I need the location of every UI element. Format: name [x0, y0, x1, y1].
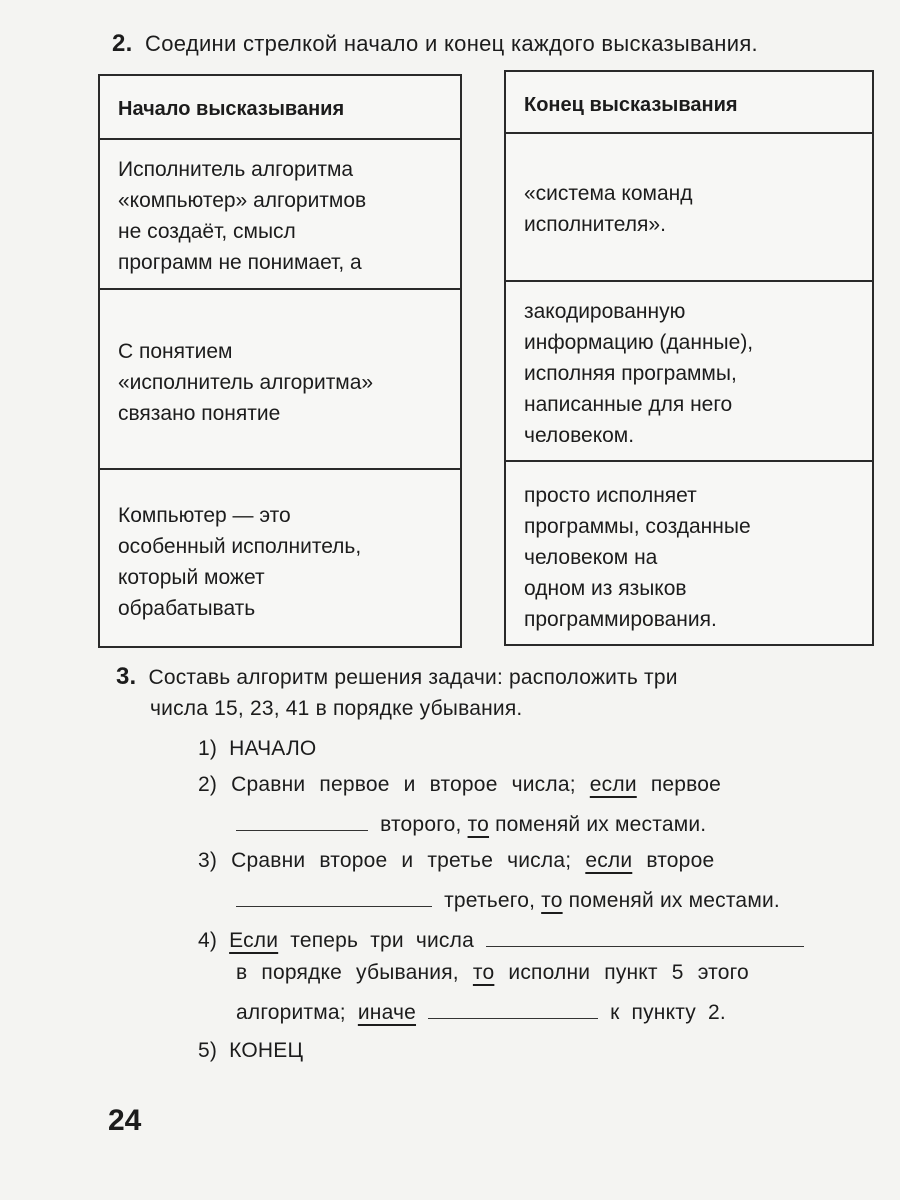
step-text: второго,	[380, 813, 462, 836]
text-line: Компьютер — это	[118, 504, 291, 527]
answer-blank-2[interactable]	[236, 808, 368, 831]
text-line: не создаёт, смысл	[118, 220, 296, 243]
text-line: человеком на	[524, 546, 658, 569]
step-text: поменяй их местами.	[495, 813, 707, 836]
step-3-line-2	[236, 884, 780, 916]
text-line: «система команд	[524, 182, 693, 205]
step-text: НАЧАЛО	[229, 737, 317, 760]
step-text: в порядке убывания,	[236, 961, 459, 984]
right-cell-3[interactable]	[506, 460, 872, 640]
step-3-line-1	[198, 846, 714, 876]
step-text: второе	[646, 849, 715, 872]
step-text: теперь три числа	[290, 929, 474, 952]
text-line: который может	[118, 566, 265, 589]
keyword-if: если	[589, 773, 637, 796]
text-line: информацию (данные),	[524, 331, 754, 354]
text-line: программ не понимает, а	[118, 251, 362, 274]
keyword-if: если	[585, 849, 633, 872]
text-line: «исполнитель алгоритма»	[118, 371, 374, 394]
step-number: 3)	[198, 849, 218, 872]
answer-blank-3[interactable]	[236, 884, 432, 907]
right-table	[504, 70, 874, 646]
step-text: КОНЕЦ	[229, 1039, 304, 1062]
step-2-line-1	[198, 770, 721, 800]
keyword-then: то	[467, 813, 490, 836]
step-number: 4)	[198, 929, 218, 952]
text-line: исполнителя».	[524, 213, 666, 236]
step-number: 5)	[198, 1039, 218, 1062]
keyword-then: то	[541, 889, 563, 912]
step-text: Сравни второе и третье числа;	[231, 849, 572, 872]
text-line: программы, созданные	[524, 515, 751, 538]
task-3-line-2: числа 15, 23, 41 в порядке убывания.	[150, 697, 523, 720]
step-4-line-2	[236, 958, 749, 988]
task-3-text: Составь алгоритм решения задачи: расположить три	[148, 666, 678, 689]
text-line: одном из языков	[524, 577, 687, 600]
left-header: Начало высказывания	[118, 98, 345, 120]
text-line: особенный исполнитель,	[118, 535, 362, 558]
text-line: связано понятие	[118, 402, 281, 425]
step-5	[198, 1036, 303, 1066]
step-text: третьего,	[444, 889, 536, 912]
keyword-else: иначе	[357, 1001, 417, 1024]
text-line: Исполнитель алгоритма	[118, 158, 354, 181]
right-cell-2[interactable]	[506, 280, 872, 460]
text-line: исполняя программы,	[524, 362, 737, 385]
task-3-line-1	[116, 662, 678, 693]
step-text: поменяй их местами.	[568, 889, 780, 912]
step-text: Сравни первое и второе числа;	[231, 773, 576, 796]
text-line: обрабатывать	[118, 597, 256, 620]
task-2-number: 2.	[112, 30, 133, 57]
left-table	[98, 74, 462, 648]
right-header: Конец высказывания	[524, 94, 738, 116]
left-cell-1[interactable]	[100, 138, 460, 288]
text-line: программирования.	[524, 608, 717, 631]
step-4-line-3	[236, 996, 726, 1028]
step-number: 2)	[198, 773, 218, 796]
answer-blank-4b[interactable]	[428, 996, 598, 1019]
left-cell-3[interactable]	[100, 468, 460, 642]
step-text: первое	[650, 773, 722, 796]
step-number: 1)	[198, 737, 218, 760]
step-text: к пункту 2.	[610, 1001, 726, 1024]
step-1	[198, 734, 316, 764]
keyword-if: Если	[229, 929, 279, 952]
step-text: алгоритма;	[236, 1001, 346, 1024]
right-cell-1[interactable]	[506, 132, 872, 280]
step-text: исполни пункт 5 этого	[508, 961, 749, 984]
answer-blank-4a[interactable]	[486, 924, 804, 947]
step-2-line-2	[236, 808, 706, 840]
task-2-title	[112, 30, 758, 58]
page-number: 24	[108, 1104, 142, 1137]
task-2-text: Соедини стрелкой начало и конец каждого высказывания.	[145, 31, 758, 56]
left-cell-2[interactable]	[100, 288, 460, 468]
keyword-then: то	[472, 961, 495, 984]
text-line: просто исполняет	[524, 484, 697, 507]
text-line: С понятием	[118, 340, 233, 363]
step-4-line-1	[198, 924, 804, 956]
text-line: «компьютер» алгоритмов	[118, 189, 367, 212]
text-line: человеком.	[524, 424, 635, 447]
text-line: написанные для него	[524, 393, 733, 416]
task-3-number: 3.	[116, 663, 137, 690]
text-line: закодированную	[524, 300, 686, 323]
